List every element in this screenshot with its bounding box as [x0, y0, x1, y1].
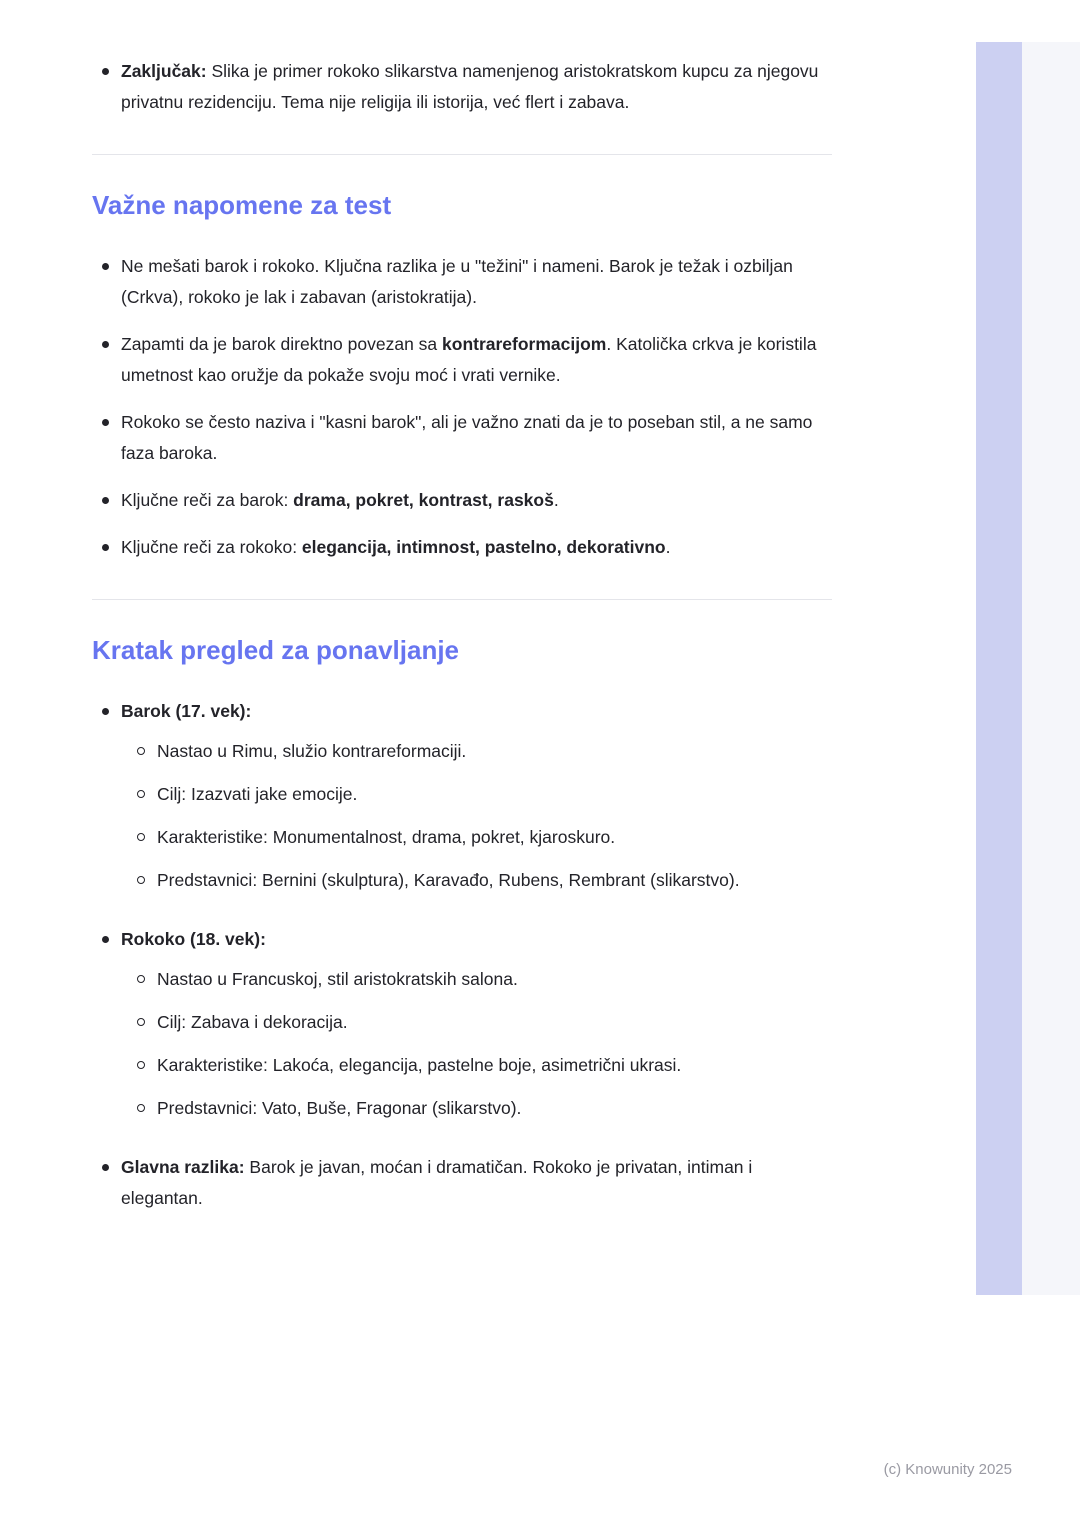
- conclusion-text: [121, 56, 832, 118]
- bullet-icon: [102, 341, 109, 348]
- bullet-icon: [102, 936, 109, 943]
- barok-points-list: [121, 736, 832, 896]
- note-item: [102, 532, 832, 563]
- conclusion-body: Slika je primer rokoko slikarstva namenjenog aristokratskom kupcu za njegovu privatnu rezidenciju. Tema nije religija ili istorija, već flert i zabava.: [121, 61, 819, 112]
- footer-credit: (c) Knowunity 2025: [883, 1461, 1012, 1478]
- review-list: [92, 696, 832, 1214]
- circle-bullet-icon: [137, 1061, 145, 1069]
- note-text-bold: kontrareformacijom: [442, 334, 607, 354]
- rokoko-group: [102, 924, 832, 1136]
- note-item: [102, 329, 832, 391]
- difference-label: Glavna razlika:: [121, 1157, 245, 1177]
- barok-point-text: Nastao u Rimu, služio kontrareformaciji.: [157, 741, 467, 761]
- barok-group: [102, 696, 832, 908]
- note-text-bold: elegancija, intimnost, pastelno, dekorativno: [301, 537, 666, 557]
- side-accent-bar: [976, 42, 1022, 1295]
- rokoko-point-text: Nastao u Francuskoj, stil aristokratskih salona.: [157, 969, 518, 989]
- barok-heading: Barok (17. vek):: [121, 701, 252, 721]
- rokoko-heading: Rokoko (18. vek):: [121, 929, 266, 949]
- note-text-pre: Rokoko se često naziva i "kasni barok", ali je važno znati da je to poseban stil, a ne samo faza baroka.: [121, 412, 813, 463]
- rokoko-point: [137, 964, 832, 995]
- barok-group-text: [121, 696, 832, 908]
- note-text-pre: Ključne reči za rokoko:: [121, 537, 302, 557]
- barok-point-text: Karakteristike: Monumentalnost, drama, pokret, kjaroskuro.: [157, 827, 616, 847]
- bullet-icon: [102, 497, 109, 504]
- note-item: [102, 485, 832, 516]
- barok-point: [137, 736, 832, 767]
- note-text: [121, 407, 832, 469]
- bullet-icon: [102, 68, 109, 75]
- barok-point: [137, 779, 832, 810]
- note-text: [121, 485, 832, 516]
- rokoko-point-text: Predstavnici: Vato, Buše, Fragonar (slikarstvo).: [157, 1098, 522, 1118]
- circle-bullet-icon: [137, 833, 145, 841]
- conclusion-label: Zaključak:: [121, 61, 207, 81]
- circle-bullet-icon: [137, 975, 145, 983]
- section-divider: [92, 154, 832, 155]
- note-text-bold: drama, pokret, kontrast, raskoš: [293, 490, 554, 510]
- difference-item: [102, 1152, 832, 1214]
- barok-point-text: Cilj: Izazvati jake emocije.: [157, 784, 358, 804]
- bullet-icon: [102, 708, 109, 715]
- rokoko-points-list: [121, 964, 832, 1124]
- rokoko-group-text: [121, 924, 832, 1136]
- circle-bullet-icon: [137, 876, 145, 884]
- note-text: [121, 329, 832, 391]
- barok-point: [137, 865, 832, 896]
- difference-text: [121, 1152, 832, 1214]
- rokoko-point-text: Karakteristike: Lakoća, elegancija, pastelne boje, asimetrični ukrasi.: [157, 1055, 682, 1075]
- rokoko-point: [137, 1007, 832, 1038]
- note-text: [121, 532, 832, 563]
- rokoko-point-text: Cilj: Zabava i dekoracija.: [157, 1012, 348, 1032]
- bullet-icon: [102, 544, 109, 551]
- conclusion-item: [102, 56, 832, 118]
- section-divider: [92, 599, 832, 600]
- note-text-post: .: [553, 490, 559, 510]
- review-section-title: Kratak pregled za ponavljanje: [92, 635, 460, 665]
- conclusion-list: [92, 56, 832, 118]
- notes-list: [92, 251, 832, 563]
- rokoko-point: [137, 1050, 832, 1081]
- circle-bullet-icon: [137, 747, 145, 755]
- notes-section-title: Važne napomene za test: [92, 190, 392, 220]
- barok-point: [137, 822, 832, 853]
- note-text-pre: Zapamti da je barok direktno povezan sa: [121, 334, 443, 354]
- barok-point-text: Predstavnici: Bernini (skulptura), Karavađo, Rubens, Rembrant (slikarstvo).: [157, 870, 740, 890]
- bullet-icon: [102, 263, 109, 270]
- circle-bullet-icon: [137, 1018, 145, 1026]
- note-item: [102, 251, 832, 313]
- note-content: [92, 56, 832, 1230]
- bullet-icon: [102, 419, 109, 426]
- circle-bullet-icon: [137, 790, 145, 798]
- note-item: [102, 407, 832, 469]
- note-text-post: . Katolička crkva je koristila umetnost kao oružje da pokaže svoju moć i vrati vernike.: [121, 334, 817, 385]
- difference-body: Barok je javan, moćan i dramatičan. Rokoko je privatan, intiman i elegantan.: [121, 1157, 753, 1208]
- note-text-post: .: [665, 537, 671, 557]
- note-text: [121, 251, 832, 313]
- bullet-icon: [102, 1164, 109, 1171]
- circle-bullet-icon: [137, 1104, 145, 1112]
- rokoko-point: [137, 1093, 832, 1124]
- right-side-panel: [1022, 42, 1080, 1295]
- note-text-pre: Ključne reči za barok:: [121, 490, 294, 510]
- note-text-pre: Ne mešati barok i rokoko. Ključna razlika je u "težini" i nameni. Barok je težak i ozbiljan (Crkva), rokoko je lak i zabavan (aristokratija).: [121, 256, 793, 307]
